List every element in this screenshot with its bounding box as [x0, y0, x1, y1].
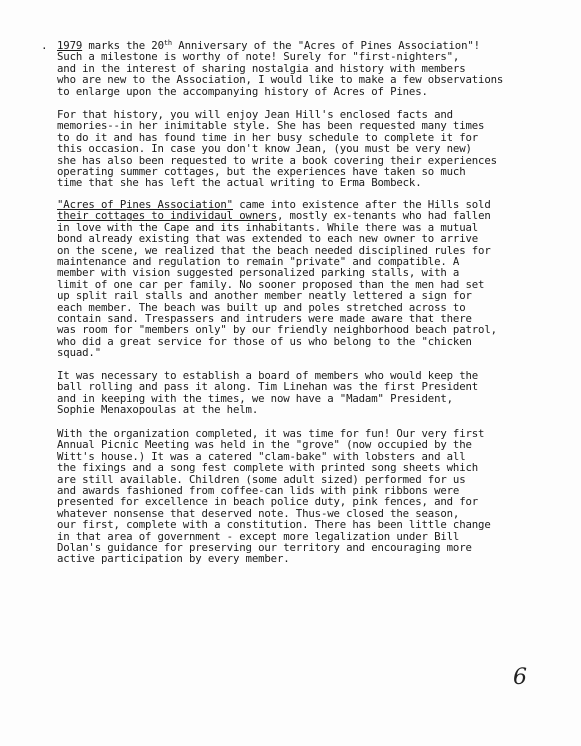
bullet-mark: ·	[41, 42, 48, 55]
paragraph-line: and in keeping with the times, we now have a "Madam" President,	[57, 391, 453, 405]
paragraph-line: this occasion. In case you don't know Jean, (you must be very new)	[57, 142, 472, 156]
paragraph-line: in that area of government - except more legalization under Bill	[57, 529, 460, 543]
paragraph-history	[57, 109, 527, 189]
paragraph-line: was room for "members only" by our friendly neighborhood beach patrol,	[57, 323, 497, 337]
association-name: "Acres of Pines Association"	[57, 198, 233, 211]
paragraph-line: the fixings and a song fest complete with printed song sheets which	[57, 461, 479, 475]
paragraph-line-rest: came into existence after the Hills sold	[232, 198, 491, 211]
paragraph-line: bond already existing that was extended to each new owner to arrive	[57, 232, 479, 246]
paragraph-line: whatever nonsense that deserved note. Thus-we closed the season,	[57, 506, 460, 520]
paragraph-line: Annual Picnic Meeting was held in the "grove" (now occupied by the	[57, 438, 472, 452]
paragraph-line: memories--in her inimitable style. She has been requested many times	[57, 119, 485, 133]
anniversary-number: 20	[151, 39, 164, 52]
paragraph-line-rest: , mostly ex-tenants who had fallen	[276, 209, 491, 223]
paragraph-line: are still available. Children (some adult sized) performed for us	[57, 472, 466, 486]
paragraph-line: and awards fashioned from coffee-can lids with pink ribbons were	[57, 484, 460, 498]
paragraph-line: maintenance and regulation to remain "private" and compatible. A	[57, 255, 460, 269]
paragraph-line: 1979 marks the 20th Anniversary of the "Acres of Pines Association"!	[57, 39, 480, 52]
paragraph-line: operating summer cottages, but the experiences have taken so much	[57, 165, 466, 179]
paragraph-line: and in the interest of sharing nostalgia and history with members	[57, 61, 466, 75]
paragraph-line: on the scene, we realized that the beach needed disciplined rules for	[57, 243, 491, 257]
paragraph-line-rest: Anniversary of the "Acres of Pines Association"!	[172, 39, 480, 52]
paragraph-line: who did a great service for those of us who belong to the "chicken	[57, 334, 472, 348]
paragraph-line: up split rail stalls and another member neatly lettered a sign for	[57, 289, 472, 303]
paragraph-board	[57, 370, 527, 416]
paragraph-line: limit of one car per family. No sooner proposed than the men had set	[57, 277, 485, 291]
paragraph-line: she has also been requested to write a book covering their experiences	[57, 153, 497, 167]
year-text: 1979	[57, 39, 83, 52]
paragraph-line: who are new to the Association, I would like to make a few observations	[57, 73, 504, 87]
paragraph-picnic	[57, 428, 527, 565]
paragraph-line: to do it and has found time in her busy schedule to complete it for	[57, 130, 479, 144]
underlined-phrase: their cottages to individaul owners	[57, 209, 277, 223]
page-number: 6	[513, 665, 527, 690]
paragraph-line: It was necessary to establish a board of members who would keep the	[57, 369, 479, 382]
paragraph-line: to enlarge upon the accompanying history of Acres of Pines.	[57, 84, 428, 98]
paragraph-line: contain sand. Trespassers and intruders were made aware that there	[57, 312, 472, 326]
paragraph-line: Sophie Menaxopoulas at the helm.	[57, 403, 259, 417]
paragraph-line: each member. The beach was built up and poles stretched across to	[57, 300, 466, 314]
paragraph-line: Such a milestone is worthy of note! Surely for "first-nighters",	[57, 50, 460, 64]
paragraph-line: Witt's house.) It was a catered "clam-bake" with lobsters and all	[57, 449, 466, 463]
paragraph-line: ball rolling and pass it along. Tim Linehan was the first President	[57, 380, 479, 394]
paragraph-line: our first, complete with a constitution. There has been little change	[57, 518, 491, 532]
paragraph-line: With the organization completed, it was time for fun! Our very first	[57, 427, 485, 440]
paragraph-line: presented for excellence in beach police duty, pink fences, and for	[57, 495, 479, 509]
ordinal-suffix: th	[163, 39, 172, 47]
paragraph-line: squad."	[57, 346, 101, 360]
paragraph-association	[57, 199, 527, 359]
paragraph-line: For that history, you will enjoy Jean Hill's enclosed facts and	[57, 108, 453, 121]
paragraph-line: Dolan's guidance for preserving our territory and encouraging more	[57, 541, 472, 555]
paragraph-line: in love with the Cape and its inhabitants. While there was a mutual	[57, 220, 479, 234]
paragraph-line: member with vision suggested personalized parking stalls, with a	[57, 266, 460, 280]
paragraph-anniversary	[57, 40, 527, 97]
paragraph-line: time that she has left the actual writing to Erma Bombeck.	[57, 176, 422, 190]
paragraph-line: active participation by every member.	[57, 552, 290, 566]
